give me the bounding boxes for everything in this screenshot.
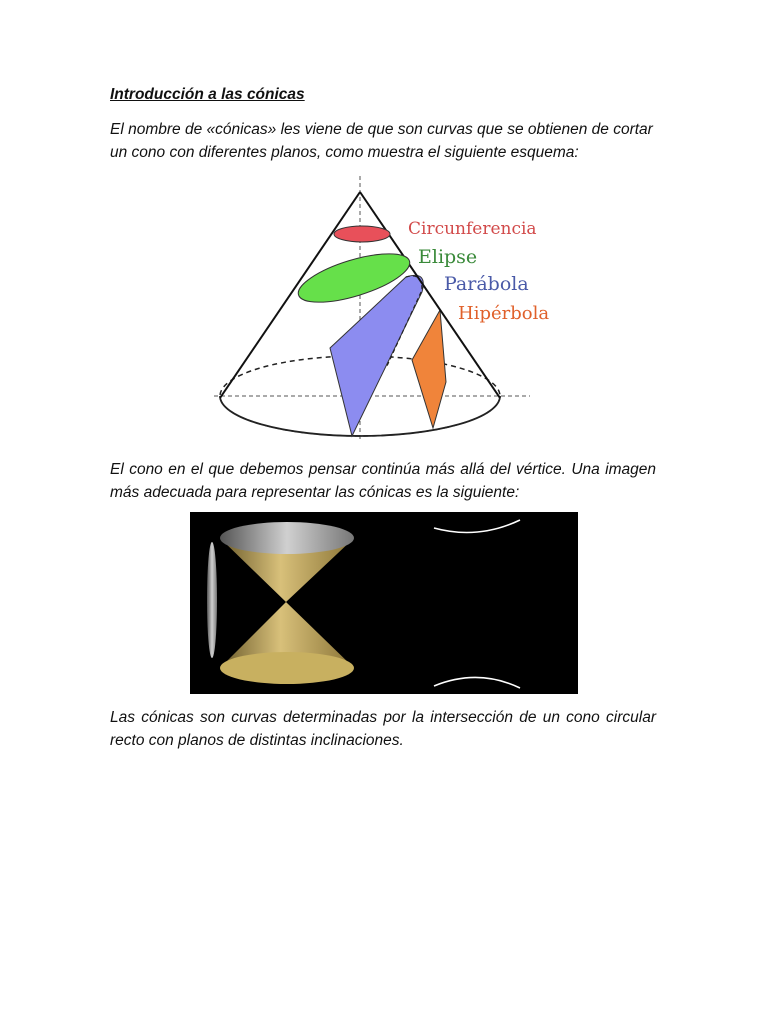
upper-cone-rim <box>220 522 354 554</box>
vertex-paragraph: El cono en el que debemos pensar continúa más allá del vértice. Una imagen más adecuada para representar las cónicas es la siguiente: <box>110 461 656 501</box>
label-parabola: Parábola <box>444 273 529 295</box>
definition-paragraph: Las cónicas son curvas determinadas por la intersección de un cono circular recto con planos de distintas inclinaciones. <box>110 709 656 749</box>
label-elipse: Elipse <box>418 246 478 268</box>
lower-cone-base <box>220 652 354 684</box>
conic-sections-diagram <box>210 172 560 446</box>
document-title: Introducción a las cónicas <box>110 86 305 103</box>
label-circunferencia: Circunferencia <box>408 219 537 239</box>
cutting-plane <box>207 542 217 658</box>
hyperbola-plane <box>412 310 446 428</box>
label-hiperbola: Hipérbola <box>458 303 550 324</box>
circle-section <box>334 226 390 242</box>
double-cone-figure <box>190 512 578 694</box>
intro-paragraph: El nombre de «cónicas» les viene de que son curvas que se obtienen de cortar un cono con diferentes planos, como muestra el siguiente esquema: <box>110 121 653 161</box>
